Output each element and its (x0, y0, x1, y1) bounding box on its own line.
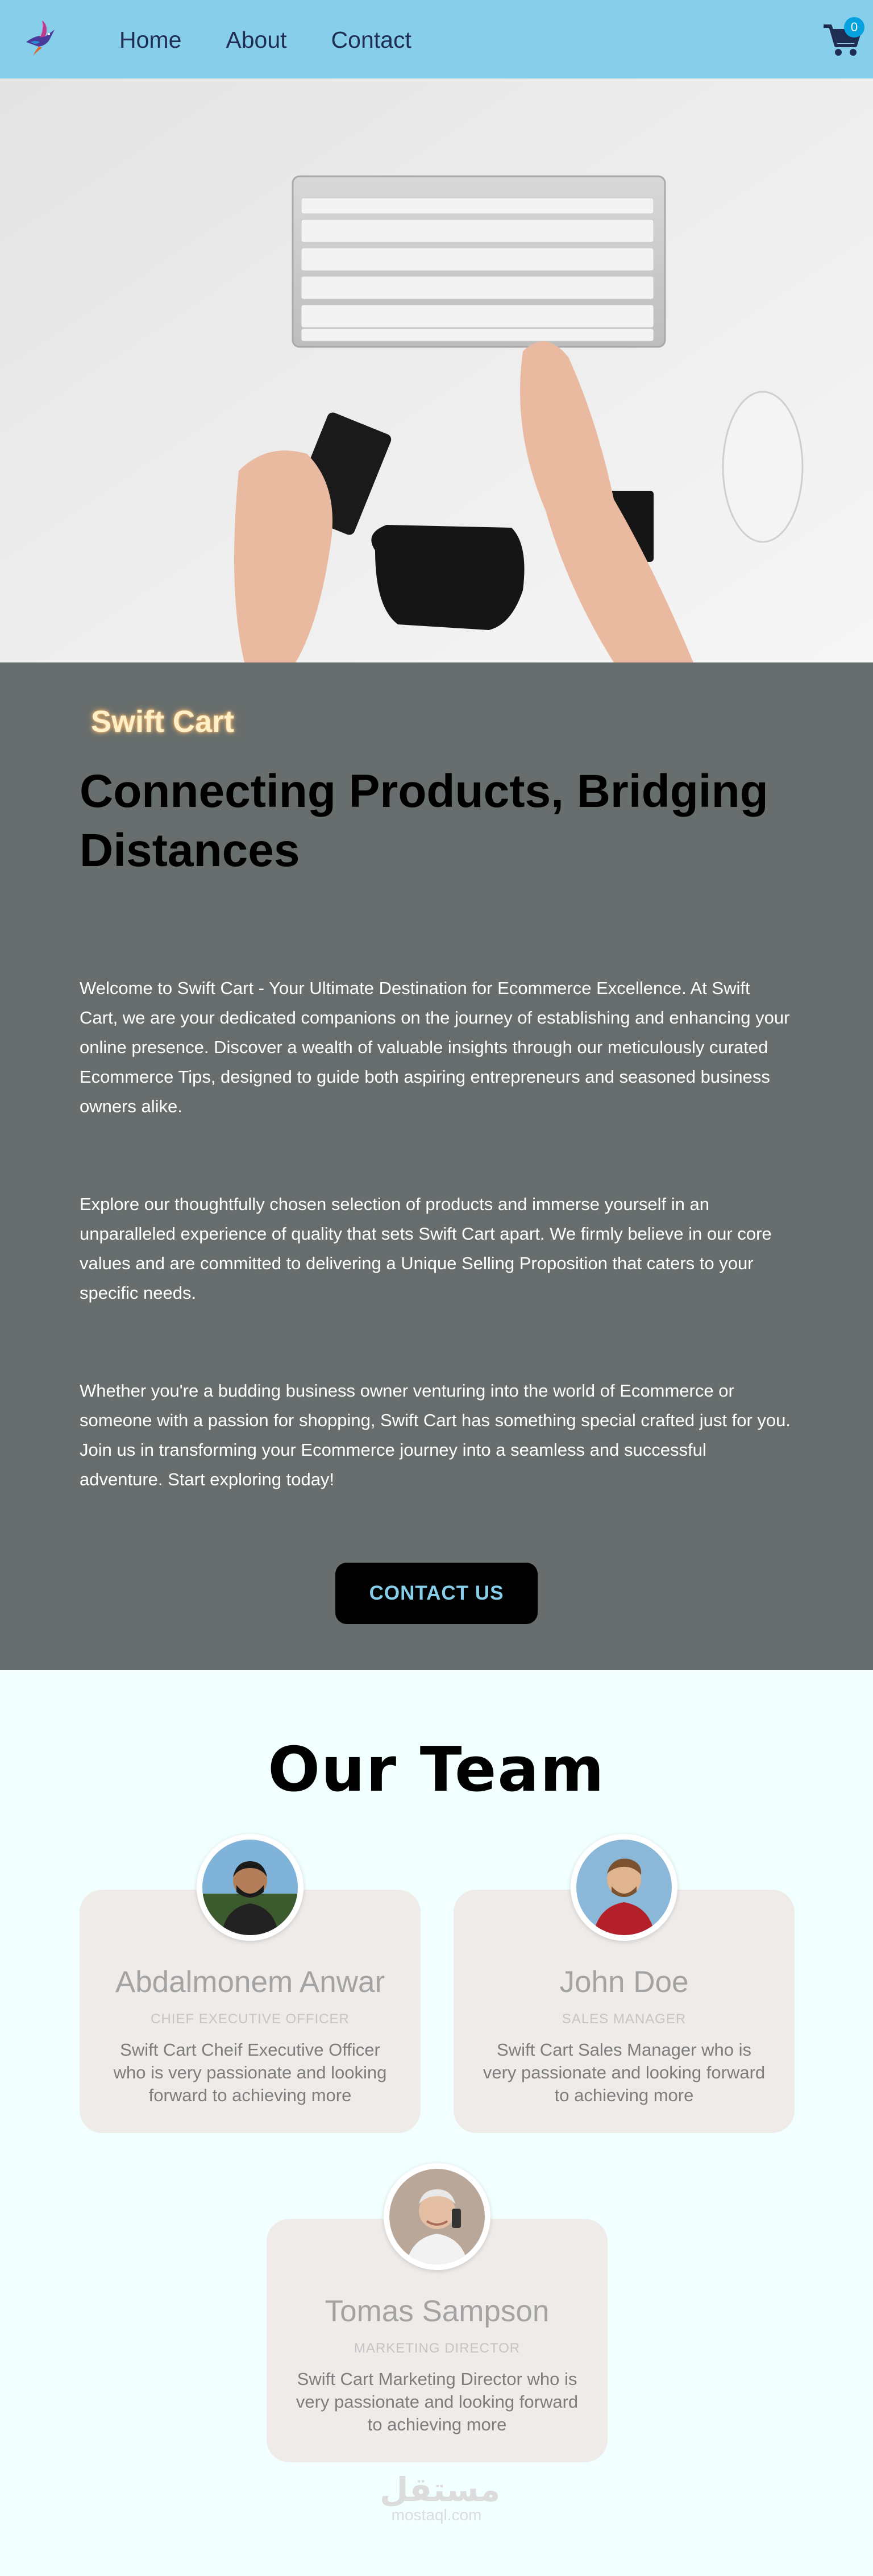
keyboard-wallet-hero-image (0, 78, 873, 662)
avatar (389, 2169, 485, 2264)
navbar (0, 0, 873, 78)
nav-home-link[interactable]: Home (119, 27, 182, 53)
cart-count-badge: 0 (844, 17, 864, 38)
watermark-arabic: مستقل (380, 2470, 501, 2509)
about-paragraph-3: Whether you're a budding business owner venturing into the world of Ecommerce or someone with a passion for shopping, Swift Cart has something special crafted just for you. Join us in transforming your Ecommerce journey into a seamless and successful adventure. Start exploring today! (80, 1381, 791, 1489)
avatar (202, 1840, 298, 1935)
member-description: Swift Cart Sales Manager who is very passionate and looking forward to achieving more (483, 2040, 766, 2105)
member-description: Swift Cart Marketing Director who is very passionate and looking forward to achieving more (296, 2369, 579, 2434)
nav-contact-link[interactable]: Contact (331, 27, 411, 53)
contact-us-button[interactable]: CONTACT US (335, 1563, 538, 1624)
hero-image (0, 78, 873, 662)
watermark-latin: mostaql.com (391, 2506, 482, 2524)
avatar-ring (384, 2163, 490, 2270)
about-paragraph-2: Explore our thoughtfully chosen selection of products and immerse yourself in an unparalleled experience of quality that sets Swift Cart apart. We firmly believe in our core values and are committed to delivering a Unique Selling Proposition that caters to your specific needs. (80, 1194, 772, 1303)
team-card-marketing (267, 2219, 608, 2462)
member-role: SALES MANAGER (562, 2011, 687, 2027)
avatar-ring (571, 1834, 677, 1941)
nav-about-link[interactable]: About (226, 27, 287, 53)
member-role: MARKETING DIRECTOR (354, 2341, 521, 2356)
team-card-sales (454, 1890, 795, 2133)
member-name: John Doe (559, 1965, 689, 1999)
about-paragraph-1: Welcome to Swift Cart - Your Ultimate Destination for Ecommerce Excellence. At Swift Cart, we are your dedicated companions on the journey of establishing and enhancing your online presence. Discover a wealth of valuable insights through our meticulously curated Ecommerce Tips, designed to guide both aspiring entrepreneurs and seasoned business owners alike. (80, 978, 790, 1116)
member-name: Tomas Sampson (325, 2295, 550, 2328)
avatar (576, 1840, 672, 1935)
member-role: CHIEF EXECUTIVE OFFICER (151, 2011, 350, 2027)
mostaql-watermark (380, 2470, 501, 2524)
member-description: Swift Cart Cheif Executive Officer who is very passionate and looking forward to achieving more (113, 2040, 387, 2105)
member-name: Abdalmonem Anwar (115, 1965, 385, 1999)
hummingbird-logo-icon[interactable] (19, 17, 60, 58)
team-card-ceo (80, 1890, 421, 2133)
avatar-ring (197, 1834, 304, 1941)
nav-links (119, 25, 456, 55)
about-headline: Connecting Products, Bridging Distances (80, 765, 768, 876)
brand-title: Swift Cart (91, 705, 235, 739)
team-title: Our Team (268, 1734, 605, 1805)
